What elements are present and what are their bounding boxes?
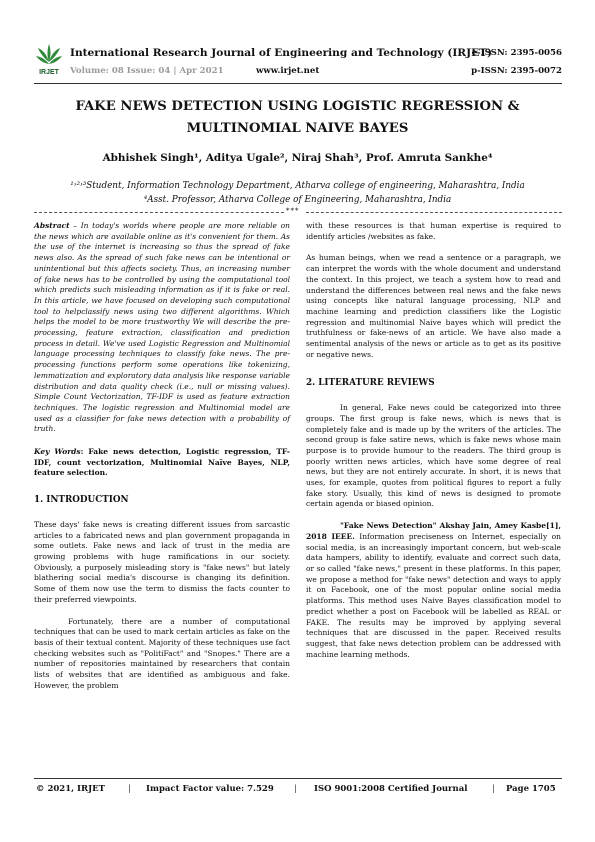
- journal-header: [34, 40, 562, 84]
- paper-title-line-2: MULTINOMIAL NAIVE BAYES: [186, 121, 409, 136]
- lit-citation: "Fake News Detection" Akshay Jain, Amey Kasbe[1], 2018 IEEE.: [306, 521, 561, 541]
- keywords-text: : Fake news detection, Logistic regression, TF-IDF, count vectorization, Multinomial Naïve Bayes, NLP, feature selection.: [34, 447, 290, 478]
- irjet-logo-icon: [34, 40, 64, 80]
- lit-paragraph-1: In general, Fake news could be categorized into three groups. The first group is fake news, which is news that is completely fake and is made up by the writers of the articles. The second group is fake satire news, which is fake news whose main purpose is to provide humour to the readers. The third group is poorly written news articles, which have some degree of real news, but they are not entirely accurate. In short, it is news that uses, for example, quotes from political figures to report a fully fake story. Usually, this kind of news is designed to promote certain agenda or biased opinion.: [306, 403, 561, 509]
- separator-stars: ***: [286, 207, 300, 215]
- footer-divider-1: |: [128, 784, 131, 794]
- intro-paragraph-3: with these resources is that human expertise is required to identify articles /websites as fake.: [306, 221, 561, 241]
- paper-title: [40, 96, 555, 140]
- right-column: [306, 221, 561, 660]
- footer-copyright: © 2021, IRJET: [36, 784, 105, 794]
- lit-paragraph-2: [306, 521, 561, 660]
- affiliation-professor: ⁴Asst. Professor, Atharva College of Engineering, Maharashtra, India: [143, 195, 452, 205]
- intro-paragraph-4: As human beings, when we read a sentence or a paragraph, we can interpret the words with the whole document and understand the context. In this project, we teach a system how to read and understand the differences between real news and the fake news using concepts like natural language processing, NLP and machine learning and prediction classifiers like the Logistic regression and multinomial Naive bayes which will predict the truthfulness or fake-news of an article. We have also made a sentimental analysis of the news or article as to get as its positive or negative news.: [306, 253, 561, 359]
- footer-divider: [34, 778, 562, 779]
- keywords: [34, 447, 290, 479]
- intro-paragraph-1: These days' fake news is creating different issues from sarcastic articles to a fabricated news and plan government propaganda in some outlets. Fake news and lack of trust in the media are growing problems with huge ramifications in our society. Obviously, a purposely misleading story is "fake news" but lately blathering social media's discourse is changing its definition. Some of them now use the term to dismiss the facts counter to their preferred viewpoints.: [34, 519, 290, 604]
- footer-divider-3: |: [492, 784, 495, 794]
- header-divider: [34, 83, 562, 84]
- volume-issue: Volume: 08 Issue: 04 | Apr 2021: [70, 66, 224, 76]
- abstract: [34, 221, 290, 435]
- section-heading-introduction: 1. INTRODUCTION: [34, 495, 129, 506]
- footer-impact-factor: Impact Factor value: 7.529: [146, 784, 274, 794]
- journal-website-link[interactable]: www.irjet.net: [256, 66, 320, 76]
- section-heading-literature: 2. LITERATURE REVIEWS: [306, 378, 435, 389]
- affiliation-students: ¹˒²˒³Student, Information Technology Department, Atharva college of engineering, Maharashtra, India: [70, 181, 525, 191]
- footer-page-number: Page 1705: [506, 784, 556, 794]
- p-issn: p-ISSN: 2395-0072: [471, 66, 562, 76]
- abstract-text: – In today's worlds where people are more reliable on the news which are available online as it's convenient for them. As the use of the internet is increasing so thus the spread of fake news also. As the spread of such fake news can be intentional or unintentional but this affects society. Thus, an increasing number of fake news has to be controlled by using the computational tool which predicts such misleading information as if it is fake or real. In this article, we have focused on developing such computational tool to helpclassify news using two different algorithms. Which helps the model to be more trustworthy We will describe the pre-processing, feature extraction, classification and prediction process in detail. We've used Logistic Regression and Multinomial language processing techniques to classify fake news. The pre-processing functions perform some operations like tokenizing, lemmatization and exploratory data analysis like response variable distribution and data quality check (i.e., null or missing values). Simple Count Vectorization, TF-IDF is used as feature extraction techniques. The logistic regression and Multinomial model are used as a classifier for fake news detection with a probability of truth.: [34, 221, 290, 434]
- intro-paragraph-2: Fortunately, there are a number of computational techniques that can be used to mark certain articles as fake on the basis of their textual content. Majority of these techniques use fact checking websites such as "PolitiFact" and "Snopes." There are a number of repositories maintained by researchers that contain lists of websites that are identified as ambiguous and fake. However, the problem: [34, 616, 290, 690]
- left-column: [34, 221, 290, 691]
- keywords-label: Key Words: [34, 447, 81, 457]
- paper-authors: Abhishek Singh¹, Aditya Ugale², Niraj Shah³, Prof. Amruta Sankhe⁴: [102, 152, 493, 164]
- footer-divider-2: |: [294, 784, 297, 794]
- logo-text: IRJET: [39, 69, 59, 76]
- footer-iso: ISO 9001:2008 Certified Journal: [314, 784, 468, 794]
- page-footer: [34, 780, 562, 806]
- journal-title: International Research Journal of Engineering and Technology (IRJET): [70, 47, 493, 59]
- abstract-label: Abstract: [34, 221, 70, 230]
- e-issn: e-ISSN: 2395-0056: [471, 48, 562, 58]
- section-separator: [34, 208, 562, 216]
- lit-paragraph-2-text: Information preciseness on Internet, especially on social media, is an increasingly important concern, but web-scale data hampers, ability to identify, evaluate and correct such data, or so called "fake news," present in these platforms. In this paper, we propose a method for "fake news" detection and ways to apply it on Facebook, one of the most popular online social media platforms. This method uses Naive Bayes classification model to predict whether a post on Facebook will be labelled as REAL or FAKE. The results may be improved by applying several techniques that are discussed in the paper. Received results suggest, that fake news detection problem can be addressed with machine learning methods.: [306, 531, 561, 659]
- paper-title-line-1: FAKE NEWS DETECTION USING LOGISTIC REGRESSION &: [75, 99, 520, 114]
